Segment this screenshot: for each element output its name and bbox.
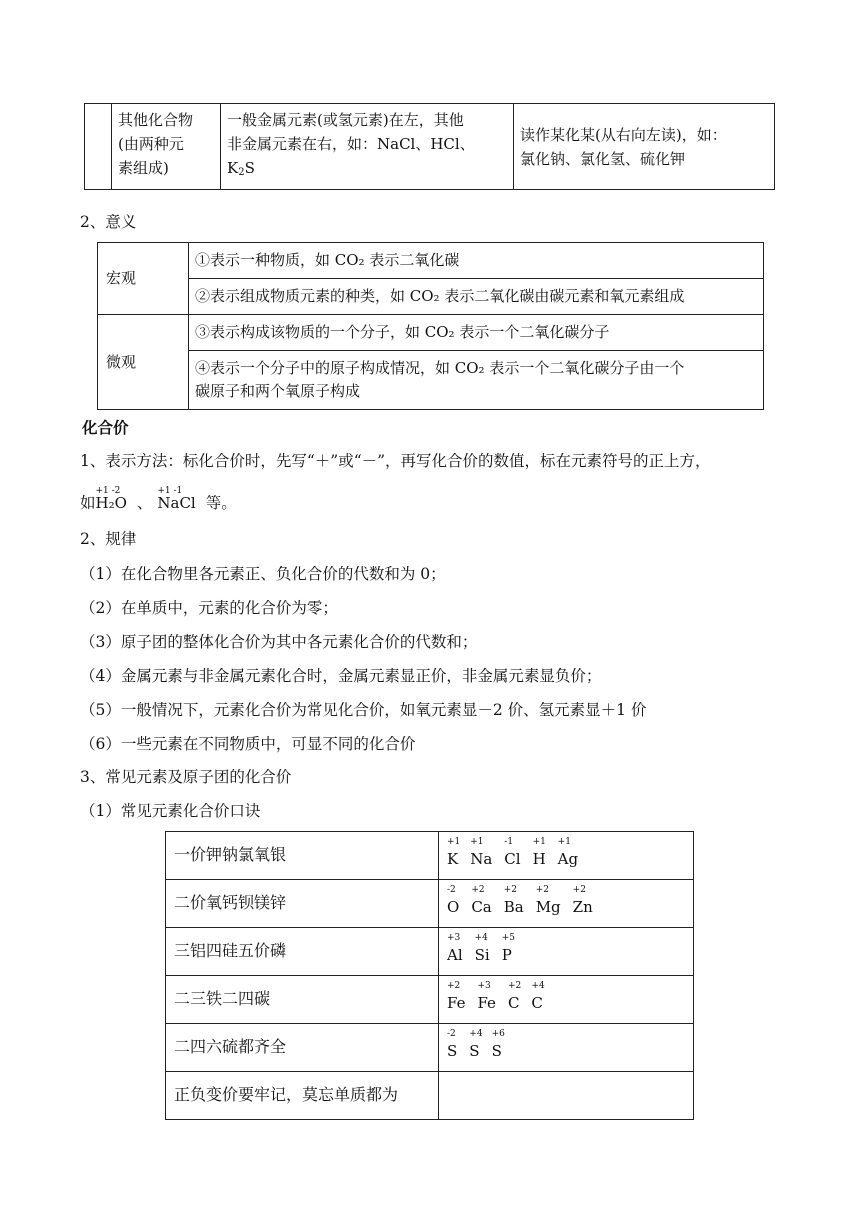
element-valence-list [447,981,685,1012]
writing-rule-cell [221,104,514,190]
element-valence-list [447,1082,685,1090]
element-text: Na [470,850,493,868]
valence-mark: +2 [447,981,461,991]
element-text: C [531,994,543,1012]
mnemonic-verse: 二价氧钙钡镁锌 [166,880,439,928]
table-row [98,279,764,315]
element-text: Ag [557,850,579,868]
element-symbol [504,837,521,868]
formula-s: S [244,159,255,177]
valence-mark: +4 [531,981,545,991]
common-heading: 3、常见元素及原子团的化合价 [80,768,292,786]
table-row [98,315,764,351]
element-symbol [477,981,496,1012]
blank-cell [85,104,112,190]
valence-title: 化合价 [82,418,129,437]
element-valence-cell [439,1024,694,1072]
element-text: Mg [535,898,561,916]
valence-mark: -2 [447,1029,456,1039]
table-row [166,976,694,1024]
reading-rule-line: 氯化钠、氯化氢、硫化钾 [520,149,686,168]
formula-h2o [95,486,127,514]
table-row [166,832,694,880]
element-text: Ba [503,898,524,916]
valence-mark: +2 [507,981,522,991]
writing-rule-line [227,156,507,185]
rule-item: （2）在单质中，元素的化合价为零； [80,599,338,617]
element-valence-cell [439,880,694,928]
mnemonic-table [165,831,694,1120]
meaning-heading: 2、意义 [80,213,137,231]
element-valence-list [447,1029,685,1060]
element-symbol [531,981,545,1012]
valence-mark: +1 -2 [95,486,121,496]
mnemonic-heading: （1）常见元素化合价口诀 [80,802,261,820]
element-text: O [447,898,460,916]
valence-mark: +2 [535,885,549,895]
table-row [166,1072,694,1120]
macro-item: ②表示组成物质元素的种类，如 CO₂ 表示二氧化碳由碳元素和氧元素组成 [189,279,764,315]
example-separator: 、 [136,494,153,512]
mnemonic-verse: 三铝四硅五价磷 [166,928,439,976]
element-symbol [447,933,463,964]
valence-mark: +2 [572,885,586,895]
element-text: Si [474,946,490,964]
element-symbol [572,885,593,916]
valence-mark: +1 -1 [157,486,183,496]
element-valence-list [447,837,685,868]
element-text: Ca [471,898,492,916]
valence-mark: +3 [477,981,491,991]
mnemonic-verse: 正负变价要牢记，莫忘单质都为 [166,1072,439,1120]
reading-rule-cell [514,104,775,190]
valence-mark: +4 [469,1029,483,1039]
element-symbol [532,837,546,868]
element-valence-cell [439,976,694,1024]
element-valence-cell [439,928,694,976]
meaning-table [97,242,764,410]
element-valence-list [447,933,685,964]
table-row [166,928,694,976]
compound-type-line: 素组成) [118,159,169,177]
rule-item: （4）金属元素与非金属元素化合时，金属元素显正价，非金属元素显负价； [80,667,602,685]
table-row [85,104,775,190]
table-row [98,351,764,410]
micro-item [189,351,764,410]
rule-item: （6）一些元素在不同物质中，可显不同的化合价 [80,735,416,753]
formula-text: H₂O [95,494,127,512]
element-symbol [447,1029,458,1060]
valence-mark: +1 [532,837,546,847]
element-valence-cell [439,832,694,880]
element-symbol [447,837,461,868]
valence-mark: +2 [471,885,485,895]
micro-item-line: ④表示一个分子中的原子构成情况，如 CO₂ 表示一个二氧化碳分子由一个 [195,359,685,377]
rule-item: （5）一般情况下，元素化合价为常见化合价，如氧元素显－2 价、氢元素显＋1 价 [80,701,647,719]
compound-type-cell [112,104,221,190]
example-prefix: 如 [80,494,96,512]
table-row [166,1024,694,1072]
element-symbol [503,885,524,916]
writing-rule-line: 非金属元素在右，如：NaCl、HCl、 [227,135,475,153]
table-row [98,243,764,279]
valence-example [80,486,237,514]
element-symbol [471,885,492,916]
formula-text: NaCl [157,494,196,512]
element-symbol [507,981,522,1012]
mnemonic-table-body [166,832,694,1120]
valence-mark: +1 [557,837,571,847]
valence-item-1: 1、表示方法：标化合价时，先写“＋”或“－”，再写化合价的数值，标在元素符号的正上方， [80,452,711,470]
macro-label: 宏观 [98,243,189,315]
macro-item: ①表示一种物质，如 CO₂ 表示二氧化碳 [189,243,764,279]
mnemonic-verse: 二三铁二四碳 [166,976,439,1024]
mnemonic-verse: 一价钾钠氯氧银 [166,832,439,880]
rule-item: （1）在化合物里各元素正、负化合价的代数和为 0； [80,565,446,583]
valence-mark: +2 [503,885,518,895]
element-text: Zn [572,898,593,916]
micro-item: ③表示构成该物质的一个分子，如 CO₂ 表示一个二氧化碳分子 [189,315,764,351]
element-text: S [469,1042,480,1060]
element-valence-list [447,885,685,916]
element-symbol [491,1029,505,1060]
valence-mark: +1 [447,837,461,847]
valence-mark: +1 [470,837,484,847]
writing-rule-line: 一般金属元素(或氢元素)在左，其他 [227,111,464,129]
valence-mark: +3 [447,933,461,943]
element-symbol [535,885,561,916]
formula-nacl [157,486,196,514]
reading-rule-line: 读作某化某(从右向左读)，如： [520,125,727,144]
element-text: Fe [477,994,496,1012]
element-text: S [491,1042,502,1060]
element-symbol [469,1029,483,1060]
element-text: S [447,1042,458,1060]
element-text: P [501,946,512,964]
formula-subscript: 2 [238,167,245,178]
element-valence-cell [439,1072,694,1120]
element-text: Cl [504,850,521,868]
element-text: Fe [447,994,466,1012]
element-symbol [557,837,579,868]
valence-mark: +5 [501,933,515,943]
valence-mark: -1 [504,837,514,847]
example-suffix: 等。 [205,494,237,512]
rules-heading: 2、规律 [80,530,137,548]
element-symbol [447,981,466,1012]
table-row [166,880,694,928]
valence-mark: +6 [491,1029,505,1039]
valence-mark: +4 [474,933,488,943]
element-text: C [507,994,520,1012]
element-symbol [447,885,460,916]
compound-type-line: 其他化合物 [118,111,194,129]
formula-k: K [227,159,239,177]
mnemonic-verse: 二四六硫都齐全 [166,1024,439,1072]
element-text: Al [447,946,463,964]
element-symbol [474,933,490,964]
valence-mark: -2 [447,885,456,895]
element-symbol [501,933,515,964]
compound-naming-table [84,103,775,190]
rule-item: （3）原子团的整体化合价为其中各元素化合价的代数和； [80,633,478,651]
compound-type-line: (由两种元 [118,135,184,153]
element-symbol [470,837,493,868]
micro-item-line: 碳原子和两个氧原子构成 [195,382,361,400]
element-text: H [532,850,546,868]
micro-label: 微观 [98,315,189,410]
element-text: K [447,850,459,868]
